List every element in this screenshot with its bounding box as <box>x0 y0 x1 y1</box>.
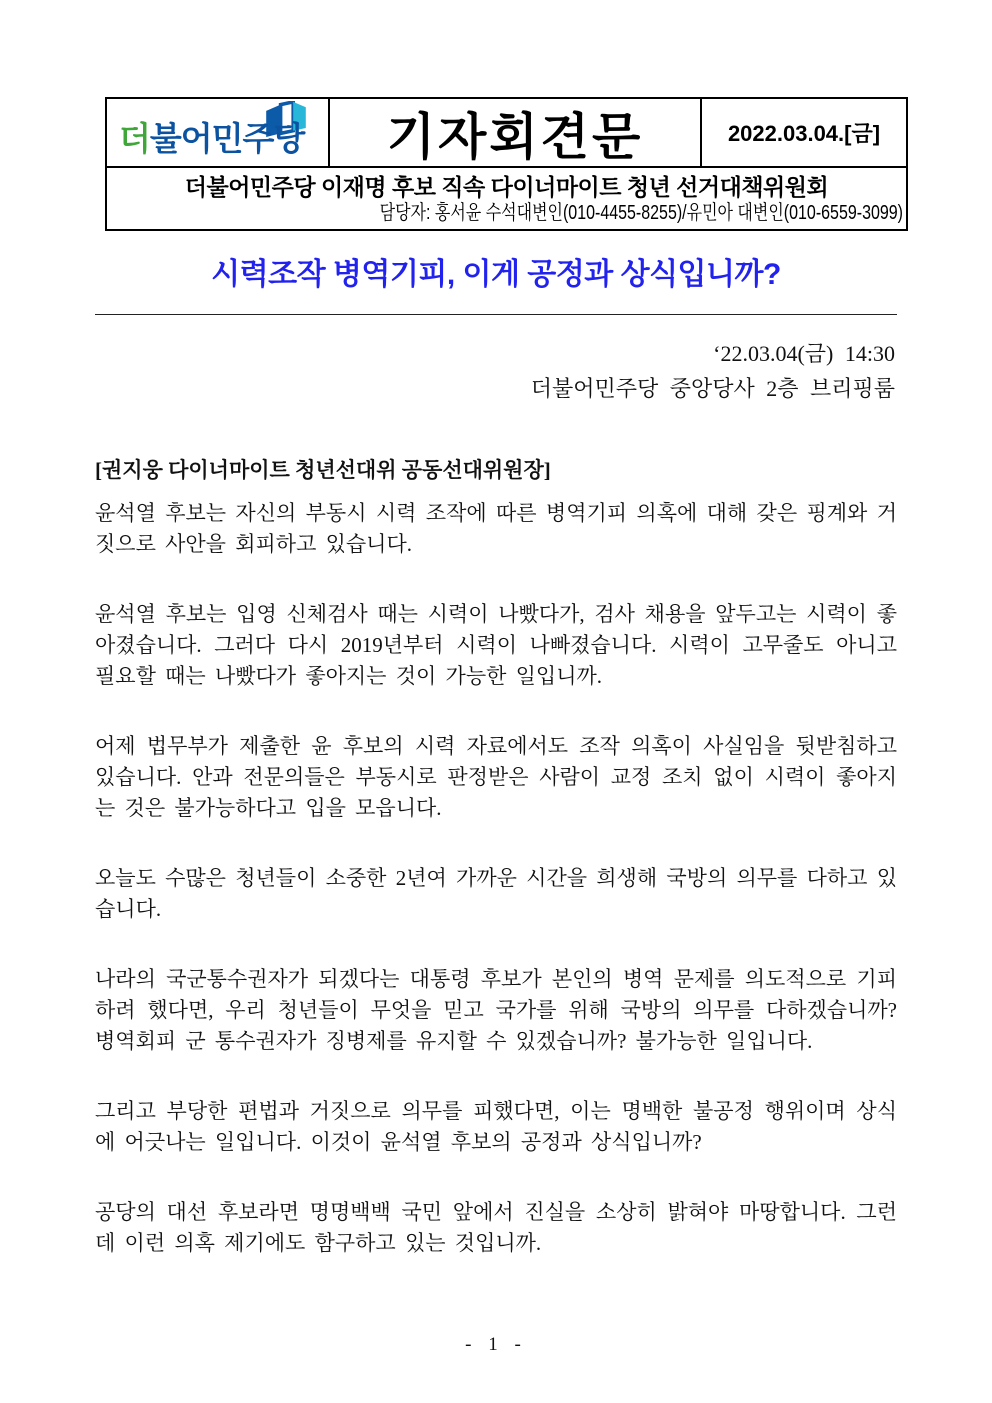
meta-datetime: ‘22.03.04(금) 14:30 <box>713 341 895 366</box>
body-paragraph: 오늘도 수많은 청년들이 소중한 2년여 가까운 시간을 희생해 국방의 의무를 다하고 있습니다. <box>95 866 897 921</box>
body-paragraph: 나라의 국군통수권자가 되겠다는 대통령 후보가 본인의 병역 문제를 의도적으로 기피하려 했다면, 우리 청년들이 무엇을 믿고 국가를 위해 국방의 의무를 다하겠습니까? 병역회피 군 통수권자가 징병제를 유지할 수 있겠습니까? 불가능한 일입니다. <box>95 967 897 1053</box>
doc-type-title: 기자회견문 <box>330 99 702 166</box>
speaker-heading: [권지웅 다이너마이트 청년선대위 공동선대위원장] <box>95 458 551 482</box>
header-table <box>105 97 908 231</box>
party-logo-cell <box>107 99 330 166</box>
body-paragraph: 그리고 부당한 편법과 거짓으로 의무를 피했다면, 이는 명백한 불공정 행위이며 상식에 어긋나는 일입니다. 이것이 윤석열 후보의 공정과 상식입니까? <box>95 1099 897 1154</box>
press-headline: 시력조작 병역기피, 이게 공정과 상식입니까? <box>211 258 781 291</box>
body-paragraph: 윤석열 후보는 입영 신체검사 때는 시력이 나빴다가, 검사 채용을 앞두고는 시력이 좋아졌습니다. 그러다 다시 2019년부터 시력이 나빠졌습니다. 시력이 고무줄도 아니고 필요할 때는 나빴다가 좋아지는 것이 가능한 일입니까. <box>95 602 897 688</box>
contact-line: 담당자: 홍서윤 수석대변인(010-4455-8255)/유민아 대변인(010-6559-3099) <box>379 202 903 224</box>
header-row-bottom <box>107 168 906 229</box>
document-body <box>95 455 897 1259</box>
body-paragraph: 공당의 대선 후보라면 명명백백 국민 앞에서 진실을 소상히 밝혀야 마땅합니다. 그런데 이런 의혹 제기에도 함구하고 있는 것입니까. <box>95 1200 897 1255</box>
header-row-top <box>107 99 906 168</box>
body-paragraph: 윤석열 후보는 자신의 부동시 시력 조작에 따른 병역기피 의혹에 대해 갖은 핑계와 거짓으로 사안을 회피하고 있습니다. <box>95 501 897 556</box>
page-number: - 1 - <box>465 1334 527 1355</box>
party-logo-text-blue: 불어민주당 <box>149 120 305 157</box>
meta-location: 더불어민주당 중앙당사 2층 브리핑룸 <box>530 376 895 401</box>
doc-date: 2022.03.04.[금] <box>727 121 881 146</box>
committee-line: 더불어민주당 이재명 후보 직속 다이너마이트 청년 선거대책위원회 <box>184 174 829 200</box>
party-logo-text-green: 더 <box>119 120 150 157</box>
party-logo-text <box>119 113 304 160</box>
headline-divider <box>95 314 897 315</box>
body-paragraph: 어제 법무부가 제출한 윤 후보의 시력 자료에서도 조작 의혹이 사실임을 뒷받침하고 있습니다. 안과 전문의들은 부동시로 판정받은 사람이 교정 조치 없이 시력이 좋아지는 것은 불가능하다고 입을 모읍니다. <box>95 734 897 820</box>
meta-block <box>531 336 895 406</box>
